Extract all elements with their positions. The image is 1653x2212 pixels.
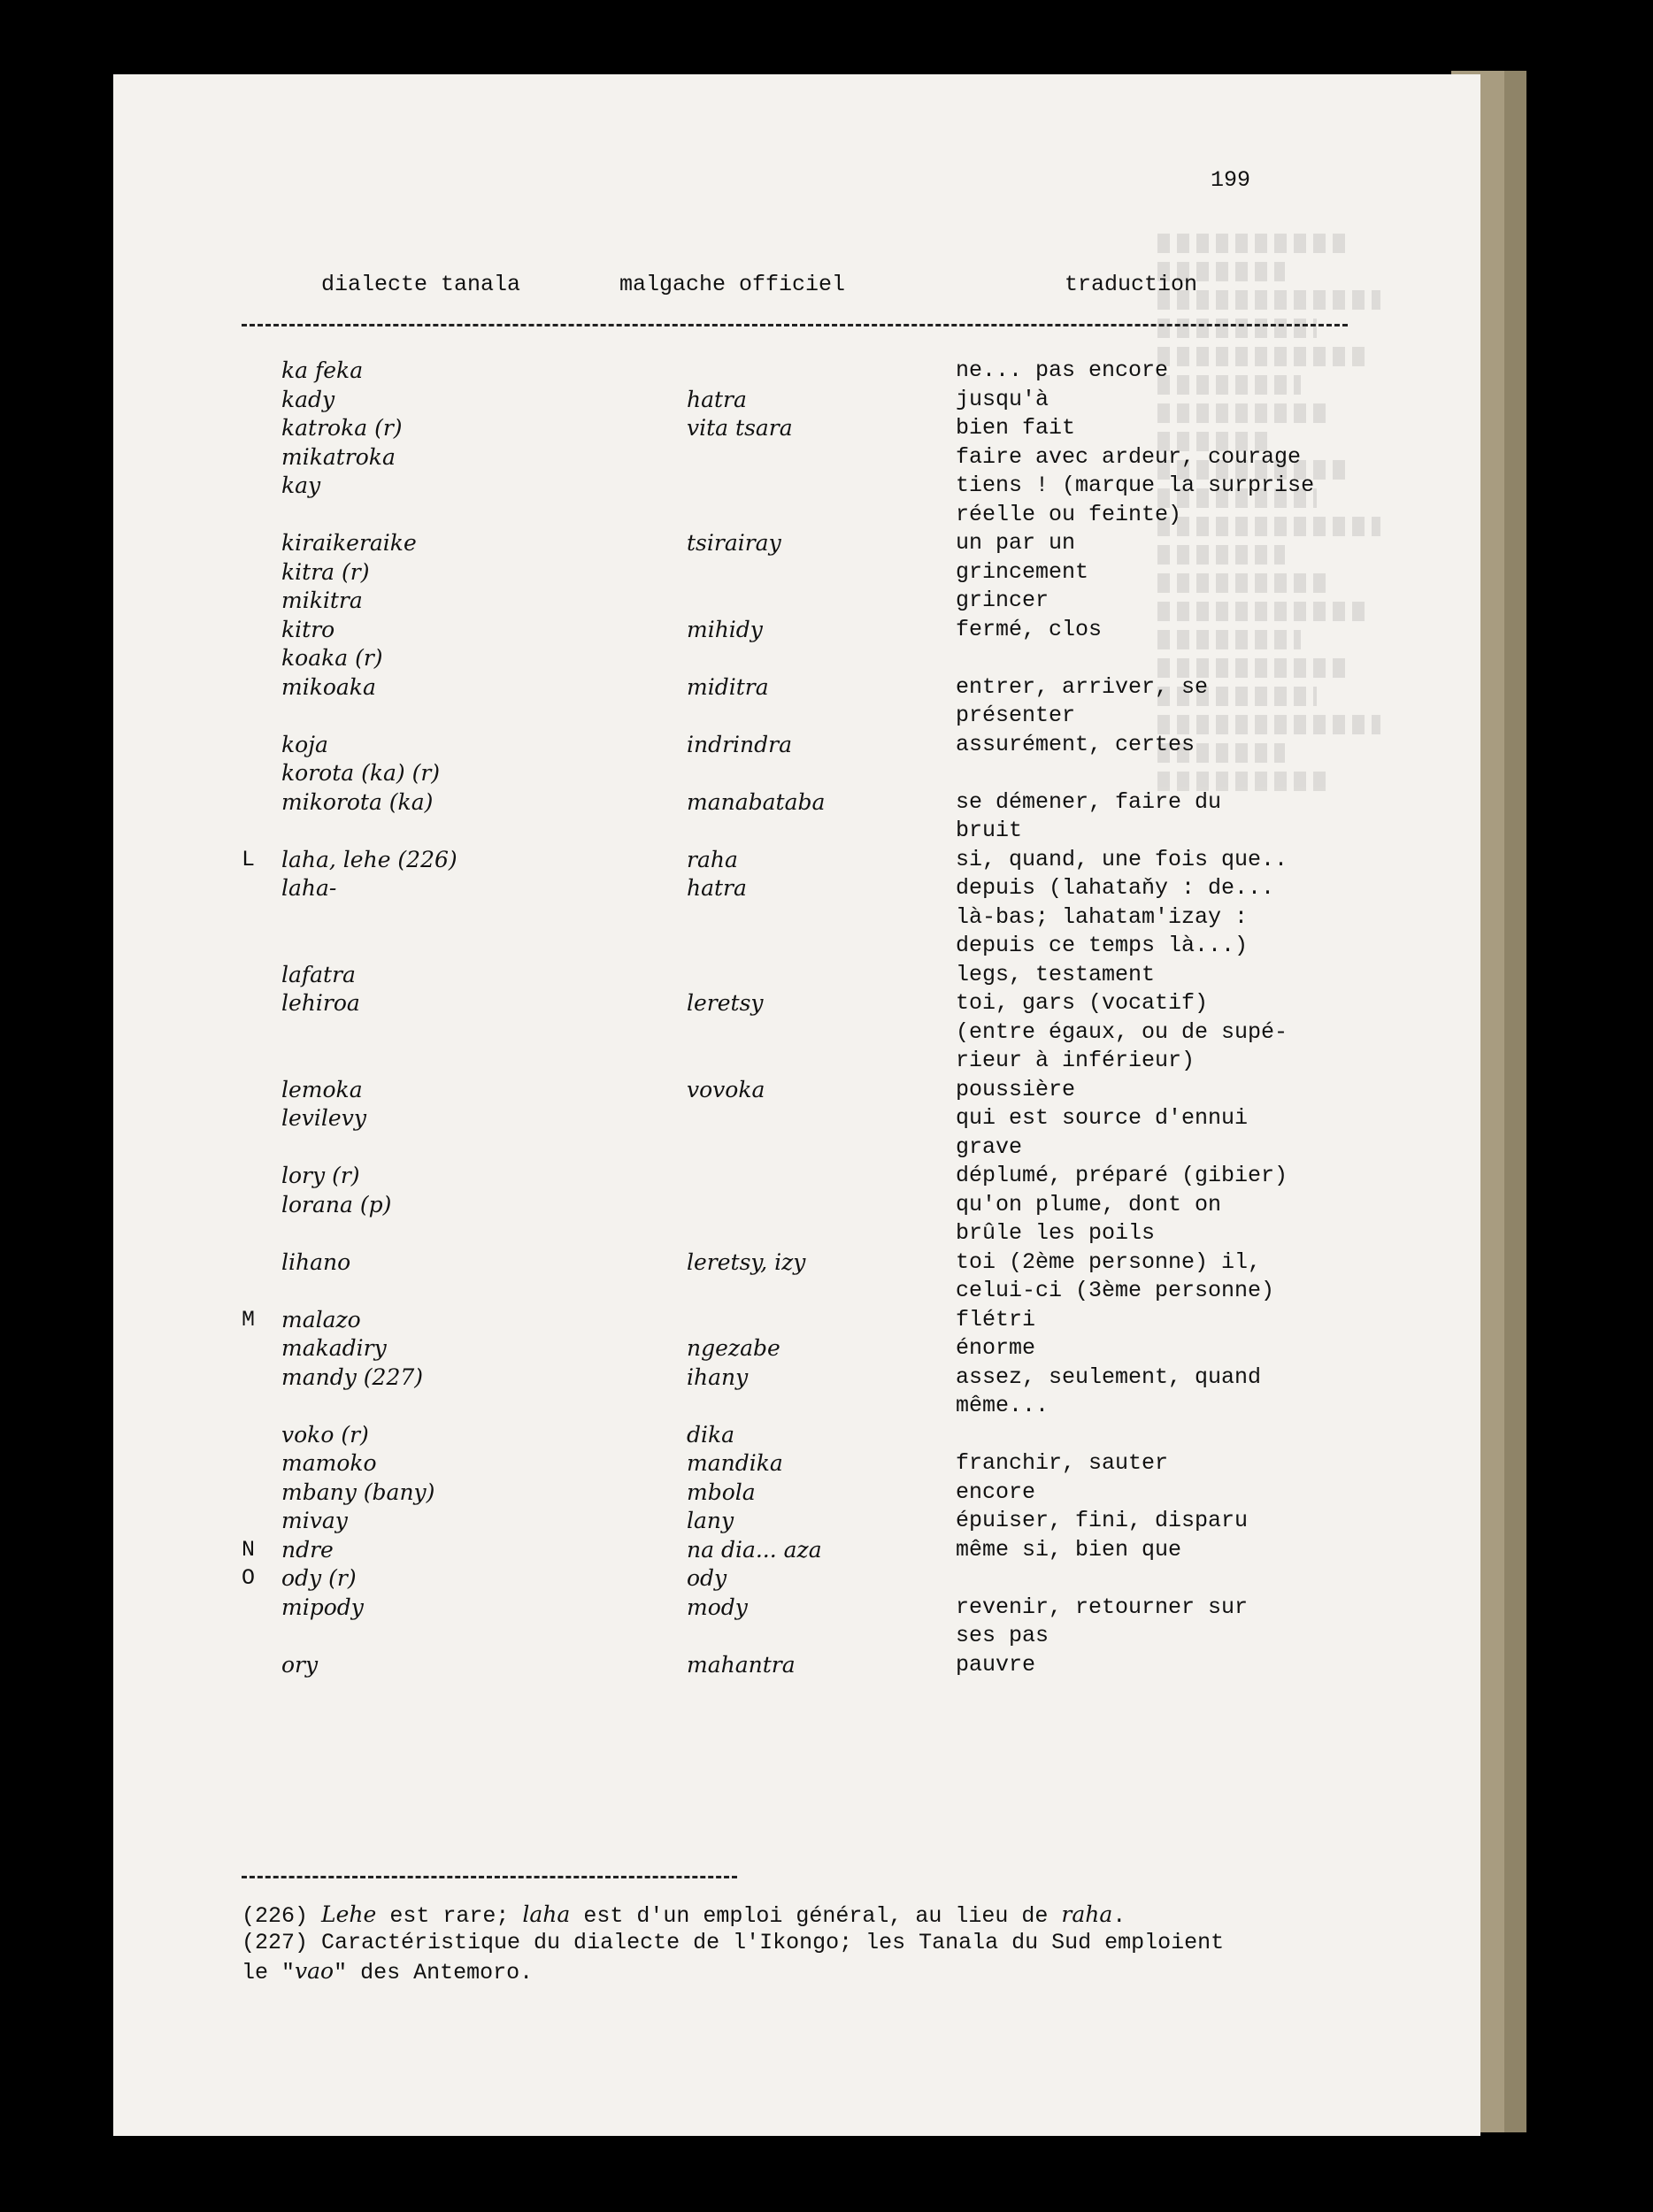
table-row: [113, 789, 1441, 818]
translation: celui-ci (3ème personne): [956, 1278, 1275, 1303]
malagasy-term: lany: [687, 1508, 734, 1533]
table-row: [113, 904, 1441, 933]
table-row: [113, 1278, 1441, 1306]
footnote-text: est d'un emploi général, au lieu de: [583, 1903, 1049, 1929]
translation: même...: [956, 1393, 1049, 1418]
table-row: [113, 1048, 1441, 1076]
malagasy-term: mihidy: [687, 616, 763, 642]
translation: grincer: [956, 588, 1049, 613]
malagasy-term: mahantra: [687, 1651, 796, 1678]
translation: tiens ! (marque la surprise: [956, 472, 1315, 498]
translation: encore: [956, 1479, 1036, 1505]
dialect-term: lihano: [281, 1248, 351, 1275]
translation: flétri: [956, 1306, 1036, 1333]
dialect-term: kay: [281, 472, 321, 498]
dialect-term: lemoka: [281, 1076, 363, 1102]
translation: ses pas: [956, 1623, 1049, 1648]
malagasy-term: mody: [687, 1594, 748, 1620]
footnote-text: est rare;: [389, 1903, 510, 1929]
table-row: [113, 818, 1441, 846]
dialect-term: laha-: [281, 875, 337, 901]
footnote-227: (227) Caractéristique du dialecte de l'Ikongo; les Tanala du Sud emploient: [242, 1930, 1225, 1955]
translation: là-bas; lahatam'izay :: [956, 903, 1249, 930]
dialect-term: koja: [281, 731, 328, 757]
malagasy-term: hatra: [687, 386, 747, 412]
translation: ne... pas encore: [956, 357, 1169, 383]
malagasy-term: tsirairay: [687, 530, 781, 556]
footnote-term: raha: [1061, 1901, 1113, 1927]
table-row: [113, 1537, 1441, 1565]
table-row: [113, 1422, 1441, 1450]
dialect-term: ka feka: [281, 357, 364, 383]
translation: pauvre: [956, 1651, 1036, 1678]
table-row: [113, 530, 1441, 558]
translation: legs, testament: [956, 961, 1156, 987]
translation: bien fait: [956, 415, 1076, 441]
dialect-term: katroka (r): [281, 415, 403, 441]
translation: fermé, clos: [956, 616, 1103, 642]
malagasy-term: miditra: [687, 673, 769, 700]
translation: épuiser, fini, disparu: [956, 1508, 1249, 1533]
table-row: [113, 387, 1441, 415]
table-row: [113, 1249, 1441, 1278]
dialect-term: mivay: [281, 1508, 348, 1533]
table-row: [113, 1077, 1441, 1105]
translation: déplumé, préparé (gibier): [956, 1163, 1288, 1188]
translation: poussière: [956, 1076, 1076, 1102]
section-letter: L: [242, 846, 256, 872]
footnote-text: .: [1112, 1903, 1126, 1929]
dialect-term: lory (r): [281, 1163, 360, 1188]
table-row: [113, 559, 1441, 588]
table-row: [113, 502, 1441, 530]
footnote-text: le ": [242, 1960, 296, 1985]
dialect-term: voko (r): [281, 1421, 369, 1448]
footnote-term: Lehe: [321, 1901, 377, 1927]
footnote-227-cont: [242, 1958, 533, 1985]
translation: depuis (lahataňy : de...: [956, 875, 1275, 901]
column-header-malgache: malgache officiel: [619, 272, 846, 297]
book-edge-shadow: [1504, 71, 1526, 2132]
malagasy-term: ody: [687, 1565, 727, 1591]
table-row: [113, 1307, 1441, 1335]
malagasy-term: raha: [687, 846, 738, 872]
table-row: [113, 444, 1441, 472]
translation: grave: [956, 1133, 1023, 1160]
translation: si, quand, une fois que..: [956, 846, 1288, 872]
table-row: [113, 933, 1441, 961]
table-row: [113, 962, 1441, 990]
translation: assurément, certes: [956, 731, 1196, 757]
table-row: [113, 472, 1441, 501]
book-page: [113, 74, 1480, 2136]
dialect-term: ory: [281, 1651, 319, 1678]
table-row: [113, 1105, 1441, 1133]
table-row: [113, 1565, 1441, 1594]
translation: présenter: [956, 703, 1076, 728]
translation: toi (2ème personne) il,: [956, 1248, 1262, 1275]
malagasy-term: leretsy: [687, 990, 764, 1016]
dialect-term: kiraikeraike: [281, 530, 417, 556]
malagasy-term: na dia... aza: [687, 1536, 822, 1563]
footnote-term: laha: [522, 1901, 571, 1927]
table-row: [113, 1479, 1441, 1508]
footnote-text: " des Antemoro.: [334, 1960, 534, 1985]
translation: énorme: [956, 1335, 1036, 1361]
table-row: [113, 732, 1441, 760]
dialect-term: kitro: [281, 616, 335, 642]
translation: (entre égaux, ou de supé-: [956, 1018, 1288, 1045]
table-row: [113, 1623, 1441, 1651]
malagasy-term: mbola: [687, 1479, 756, 1505]
dialect-term: ody (r): [281, 1565, 357, 1591]
translation: jusqu'à: [956, 386, 1049, 412]
dialect-term: mikorota (ka): [281, 788, 434, 815]
dialect-term: mikatroka: [281, 443, 396, 470]
table-row: [113, 1652, 1441, 1680]
table-row: [113, 847, 1441, 875]
malagasy-term: ngezabe: [687, 1335, 780, 1361]
section-letter: O: [242, 1565, 256, 1591]
malagasy-term: indrindra: [687, 731, 793, 757]
translation: se démener, faire du: [956, 788, 1222, 815]
malagasy-term: vita tsara: [687, 415, 793, 441]
translation: assez, seulement, quand: [956, 1363, 1262, 1390]
dialect-term: lehiroa: [281, 990, 360, 1016]
translation: faire avec ardeur, courage: [956, 443, 1302, 470]
translation: entrer, arriver, se: [956, 673, 1209, 700]
table-row: [113, 1508, 1441, 1536]
table-row: [113, 990, 1441, 1018]
table-row: [113, 1220, 1441, 1248]
translation: franchir, sauter: [956, 1450, 1169, 1476]
dialect-term: levilevy: [281, 1105, 366, 1131]
table-row: [113, 1450, 1441, 1479]
table-row: [113, 760, 1441, 788]
dialect-term: lafatra: [281, 961, 356, 987]
dialect-term: laha, lehe (226): [281, 846, 457, 872]
dialect-term: mikoaka: [281, 673, 376, 700]
translation: qui est source d'ennui: [956, 1105, 1249, 1131]
translation: même si, bien que: [956, 1536, 1182, 1563]
translation: toi, gars (vocatif): [956, 990, 1209, 1016]
footnote-226: [242, 1901, 1126, 1929]
malagasy-term: mandika: [687, 1450, 783, 1476]
dialect-term: koaka (r): [281, 645, 383, 671]
malagasy-term: leretsy, izy: [687, 1248, 806, 1275]
translation: depuis ce temps là...): [956, 933, 1249, 958]
translation: bruit: [956, 818, 1023, 843]
table-row: [113, 415, 1441, 443]
translation: réelle ou feinte): [956, 501, 1182, 527]
malagasy-term: ihany: [687, 1363, 749, 1390]
translation: brûle les poils: [956, 1220, 1156, 1246]
table-row: [113, 1019, 1441, 1048]
dialect-term: ndre: [281, 1536, 334, 1563]
dialect-term: malazo: [281, 1306, 361, 1333]
dialect-term: kady: [281, 386, 335, 412]
table-row: [113, 617, 1441, 645]
footnote-term: vao: [295, 1958, 334, 1984]
section-letter: M: [242, 1306, 256, 1333]
dialect-term: mamoko: [281, 1450, 377, 1476]
malagasy-term: dika: [687, 1421, 735, 1448]
table-row: [113, 357, 1441, 386]
translation: qu'on plume, dont on: [956, 1191, 1222, 1217]
malagasy-term: vovoka: [687, 1076, 765, 1102]
dialect-term: makadiry: [281, 1335, 387, 1361]
malagasy-term: manabataba: [687, 788, 826, 815]
table-row: [113, 1134, 1441, 1163]
dialect-term: mipody: [281, 1594, 364, 1620]
table-row: [113, 703, 1441, 731]
table-row: [113, 875, 1441, 903]
table-row: [113, 645, 1441, 673]
column-header-traduction: traduction: [1065, 272, 1198, 297]
footnote-mark: (226): [242, 1903, 309, 1929]
footnote-rule: [242, 1876, 737, 1878]
translation: un par un: [956, 530, 1076, 556]
dialect-term: korota (ka) (r): [281, 760, 441, 786]
section-letter: N: [242, 1536, 256, 1563]
header-rule: [242, 324, 1348, 326]
table-row: [113, 1192, 1441, 1220]
table-row: [113, 1163, 1441, 1191]
table-row: [113, 1364, 1441, 1393]
table-row: [113, 1393, 1441, 1421]
table-row: [113, 674, 1441, 703]
column-header-dialecte: dialecte tanala: [321, 272, 521, 297]
dialect-term: mbany (bany): [281, 1479, 435, 1505]
translation: rieur à inférieur): [956, 1048, 1196, 1073]
page-number: 199: [1211, 167, 1251, 193]
table-row: [113, 1335, 1441, 1363]
table-row: [113, 588, 1441, 616]
dialect-term: lorana (p): [281, 1191, 392, 1217]
malagasy-term: hatra: [687, 875, 747, 901]
dialect-term: mandy (227): [281, 1363, 424, 1390]
translation: revenir, retourner sur: [956, 1594, 1249, 1620]
translation: grincement: [956, 558, 1089, 585]
dialect-term: kitra (r): [281, 558, 370, 585]
dialect-term: mikitra: [281, 588, 363, 613]
table-row: [113, 1594, 1441, 1623]
